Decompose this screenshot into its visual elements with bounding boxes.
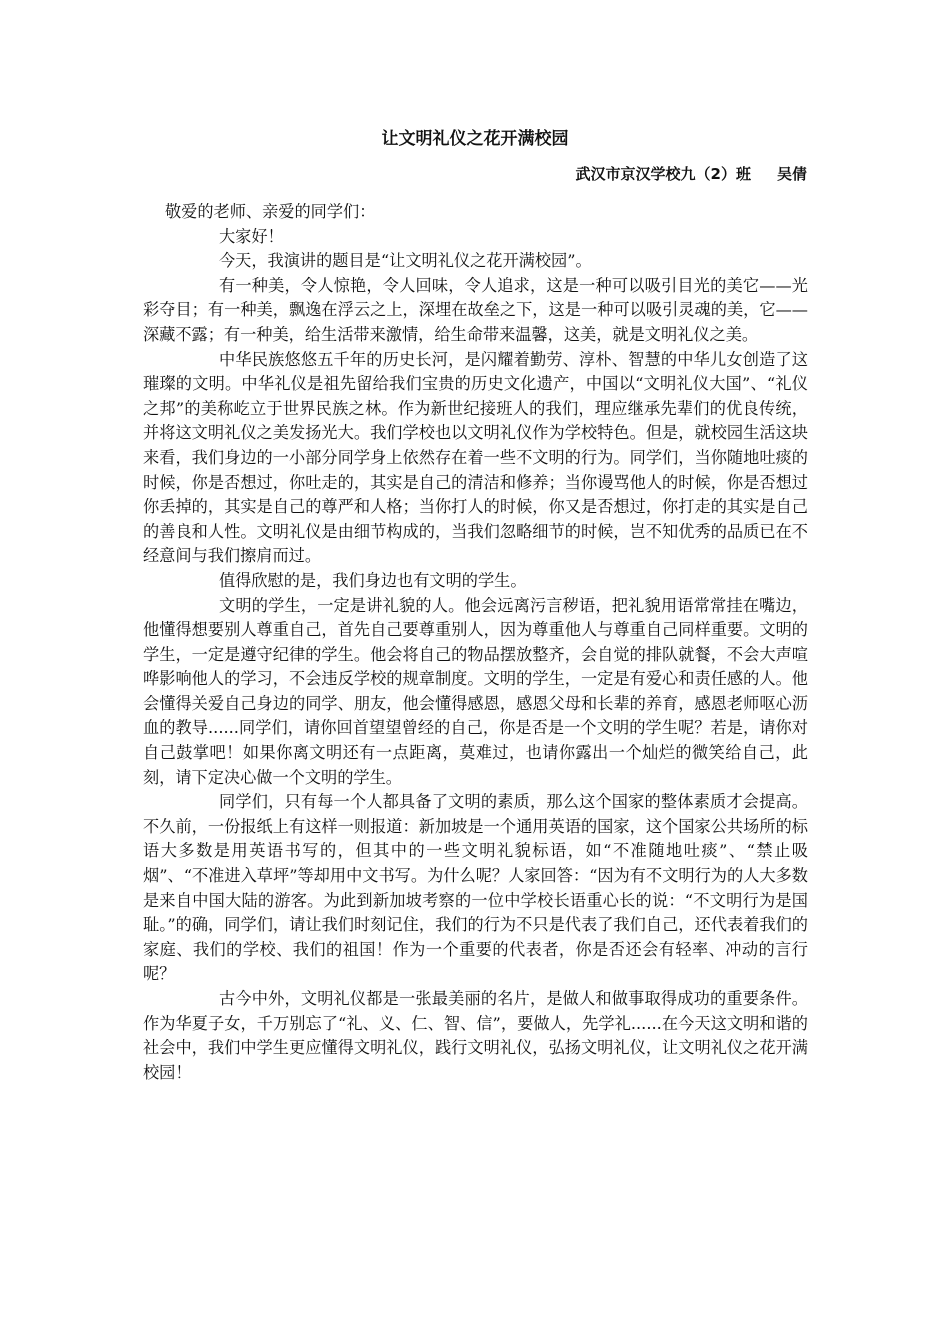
paragraph-civilized-student: 文明的学生，一定是讲礼貌的人。他会远离污言秽语，把礼貌用语常常挂在嘴边，他懂得想要别人尊重自己，首先自己要尊重别人，因为尊重他人与尊重自己同样重要。文明的学生，一定是遵守纪律的学生。他会将自己的物品摆放整齐，会自觉的排队就餐，不会大声喧哗影响他人的学习，不会违反学校的规章制度。文明的学生，一定是有爱心和责任感的人。他会懂得关爱自己身边的同学、朋友，他会懂得感恩，感恩父母和长辈的养育，感恩老师呕心沥血的教导......同学们，请你回首望望曾经的自己，你是否是一个文明的学生呢？若是，请你对自己鼓掌吧！如果你离文明还有一点距离，莫难过，也请你露出一个灿烂的微笑给自己，此刻，请下定决心做一个文明的学生。: [143, 595, 808, 787]
paragraph-gratified: 值得欣慰的是，我们身边也有文明的学生。: [219, 570, 527, 590]
paragraph-singapore: 同学们，只有每一个人都具备了文明的素质，那么这个国家的整体素质才会提高。不久前，一份报纸上有这样一则报道：新加坡是一个通用英语的国家，这个国家公共场所的标语大多数是用英语书写的，但其中的一些文明礼貌标语，如“不准随地吐痰”、“禁止吸烟”、“不准进入草坪”等却用中文书写。为什么呢？人家回答：“因为有不文明行为的人大多数是来自中国大陆的游客。为此到新加坡考察的一位中学校长语重心长的说：“不文明行为是国耻。”的确，同学们，请让我们时刻记住，我们的行为不只是代表了我们自己，还代表着我们的家庭、我们的学校、我们的祖国！作为一个重要的代表者，你是否还会有轻率、冲动的言行呢？: [143, 792, 808, 984]
paragraph-topic: 今天，我演讲的题目是“让文明礼仪之花开满校园”。: [219, 251, 592, 271]
byline-author: 吴倩: [776, 165, 807, 183]
byline-school: 武汉市京汉学校九（2）班: [575, 165, 751, 183]
paragraph-conclusion: 古今中外，文明礼仪都是一张最美丽的名片，是做人和做事取得成功的重要条件。作为华夏子女，千万别忘了“礼、义、仁、智、信”，要做人，先学礼......在今天这文明和谐的社会中，我们中学生更应懂得文明礼仪，践行文明礼仪，弘扬文明礼仪，让文明礼仪之花开满校园！: [143, 989, 808, 1082]
paragraph-history: 中华民族悠悠五千年的历史长河，是闪耀着勤劳、淳朴、智慧的中华儿女创造了这璀璨的文明。中华礼仪是祖先留给我们宝贵的历史文化遗产，中国以“文明礼仪大国”、“礼仪之邦”的美称屹立于世界民族之林。作为新世纪接班人的我们，理应继承先辈们的优良传统，并将这文明礼仪之美发扬光大。我们学校也以文明礼仪作为学校特色。但是，就校园生活这块来看，我们身边的一小部分同学身上依然存在着一些不文明的行为。同学们，当你随地吐痰的时候，你是否想过，你吐走的，其实是自己的清洁和修养；当你谩骂他人的时候，你是否想过你丢掉的，其实是自己的尊严和人格；当你打人的时候，你又是否想过，你打走的其实是自己的善良和人性。文明礼仪是由细节构成的，当我们忽略细节的时候，岂不知优秀的品质已在不经意间与我们擦肩而过。: [143, 349, 808, 566]
document-body: [143, 200, 808, 1085]
salutation: 敬爱的老师、亲爱的同学们：: [165, 202, 376, 221]
document-title: 让文明礼仪之花开满校园: [381, 129, 569, 149]
paragraph-beauty: 有一种美，令人惊艳，令人回味，令人追求，这是一种可以吸引目光的美它——光彩夺目；有一种美，飘逸在浮云之上，深埋在故垒之下，这是一种可以吸引灵魂的美，它——深藏不露；有一种美，给生活带来激情，给生命带来温馨，这美，就是文明礼仪之美。: [143, 275, 808, 344]
byline: [576, 164, 807, 184]
paragraph-greeting: 大家好！: [219, 226, 284, 246]
